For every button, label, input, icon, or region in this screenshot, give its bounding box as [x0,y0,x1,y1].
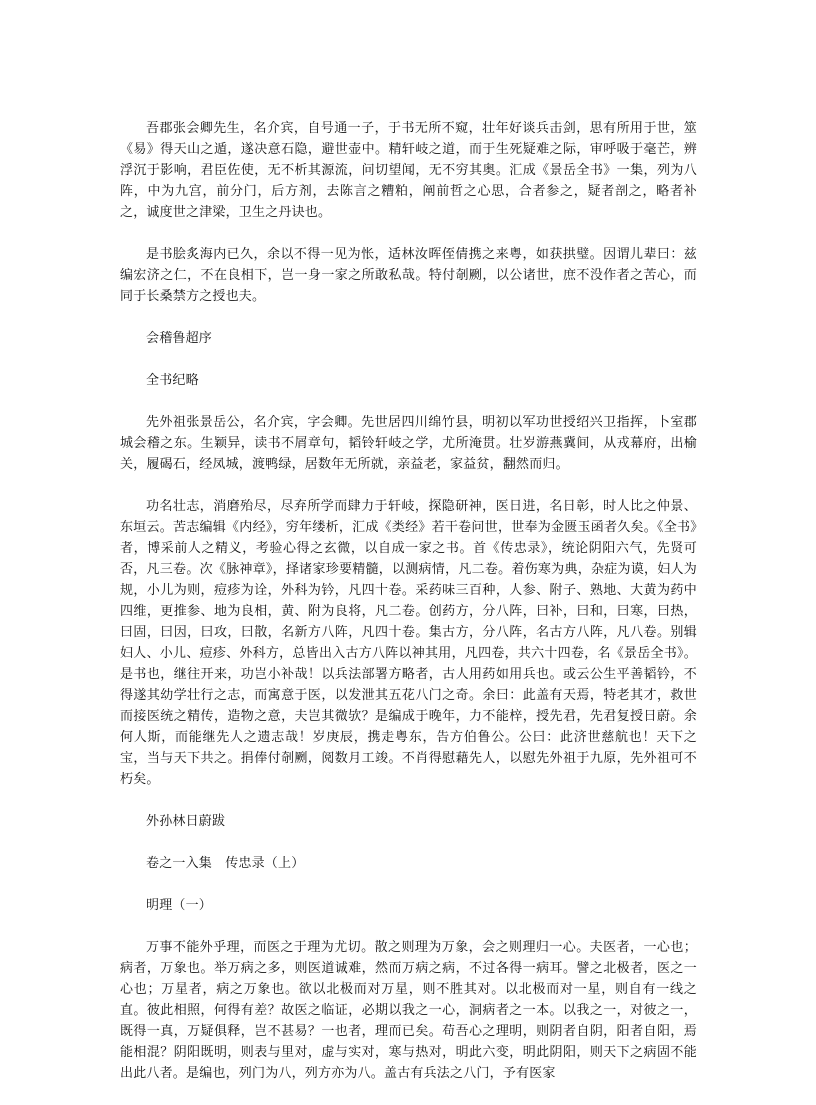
summary-paragraph-1: 先外祖张景岳公，名介宾，字会卿。先世居四川绵竹县，明初以军功世授绍兴卫指挥，卜室郡城会稽之东。生颖异，读书不屑章句，韬铃轩岐之学，尤所淹贯。壮岁游燕冀间，从戎幕府，出榆关，履碣石，经凤城，渡鸭绿，居数年无所就，亲益老，家益贫，翻然而归。 [120,415,697,472]
preface-paragraph-1: 吾郡张会卿先生，名介宾，自号通一子，于书无所不窥，壮年好谈兵击剑，思有所用于世，筮《易》得天山之遁，遂决意石隐，避世壶中。精轩岐之道，而于生死疑难之际，审呼吸于毫芒，辨浮沉于影响，君臣佐使，无不析其源流，问切望闻，无不穷其奥。汇成《景岳全书》一集，列为八阵，中为九宫，前分门，后方剂，去陈言之糟粕，阐前哲之心思，合者参之，疑者剖之，略者补之，诚度世之津梁，卫生之丹诀也。 [120,121,697,220]
preface-paragraph-2: 是书脍炙海内已久，余以不得一见为怅，适林汝晖侄倩携之来粤，如获拱璧。因谓儿辈曰：兹编宏济之仁，不在良相下，岂一身一家之所敢私哉。特付剞劂，以公诸世，庶不没作者之苦心，而同于长桑禁方之授也夫。 [120,247,697,304]
summary-paragraph-2: 功名壮志，消磨殆尽，尽弃所学而肆力于轩岐，探隐研神，医日进，名日彰，时人比之仲景、东垣云。苦志编辑《内经》，穷年缕析，汇成《类经》若干卷问世，世奉为金匮玉函者久矣。《全书》者，博采前人之精义，考验心得之玄微，以自成一家之书。首《传忠录》，统论阴阳六气，先贤可否，凡三卷。次《脉神章》，择诸家珍要精髓，以测病情，凡二卷。着伤寒为典，杂症为谟，妇人为规，小儿为则，痘疹为诠，外科为钤，凡四十卷。采药味三百种，人参、附子、熟地、大黄为药中四维，更推参、地为良相，黄、附为良将，凡二卷。创药方，分八阵，曰补，曰和，曰寒，曰热，曰固，曰因，曰攻，曰散，名新方八阵，凡四十卷。集古方，分八阵，名古方八阵，凡八卷。别辑妇人、小儿、痘疹、外科方，总皆出入古方八阵以神其用，凡四卷，共六十四卷，名《景岳全书》。是书也，继往开来，功岂小补哉！以兵法部署方略者，古人用药如用兵也。或云公生平善韬钤，不得遂其幼学壮行之志，而寓意于医，以发泄其五花八门之奇。余曰：此盖有天焉，特老其才，救世而接医统之精传，造物之意，夫岂其微欤？是编成于晚年，力不能梓，授先君，先君复授日蔚。余何人斯，而能继先人之遗志哉！岁庚辰，携走粤东，告方伯鲁公。公曰：此济世慈航也！天下之宝，当与天下共之。捐俸付剞劂，阅数月工竣。不肖得慰藉先人，以慰先外祖于九原，先外祖可不朽矣。 [120,499,697,787]
section-title-summary: 全书纪略 [146,373,199,388]
chapter-title: 明理（一） [146,898,213,913]
chapter-paragraph-1: 万事不能外乎理，而医之于理为尤切。散之则理为万象，会之则理归一心。夫医者，一心也；病者，万象也。举万病之多，则医道诚难，然而万病之病，不过各得一病耳。譬之北极者，医之一心也；万星者，病之万象也。欲以北极而对万星，则不胜其对。以北极而对一星，则自有一线之直。彼此相照，何得有差？故医之临证，必期以我之一心，洞病者之一本。以我之一，对彼之一，既得一真，万疑俱释，岂不甚易？一也者，理而已矣。苟吾心之理明，则阴者自阴，阳者自阳，焉能相混？阴阳既明，则表与里对，虚与实对，寒与热对，明此六变，明此阴阳，则天下之病固不能出此八者。是编也，列门为八，列方亦为八。盖古有兵法之八门，予有医家 [120,940,697,1081]
postscript-signature: 外孙林日蔚跋 [146,814,226,829]
volume-title: 卷之一入集 传忠录（上） [146,856,305,871]
preface-signature: 会稽鲁超序 [146,331,213,346]
document-body [120,118,697,1105]
